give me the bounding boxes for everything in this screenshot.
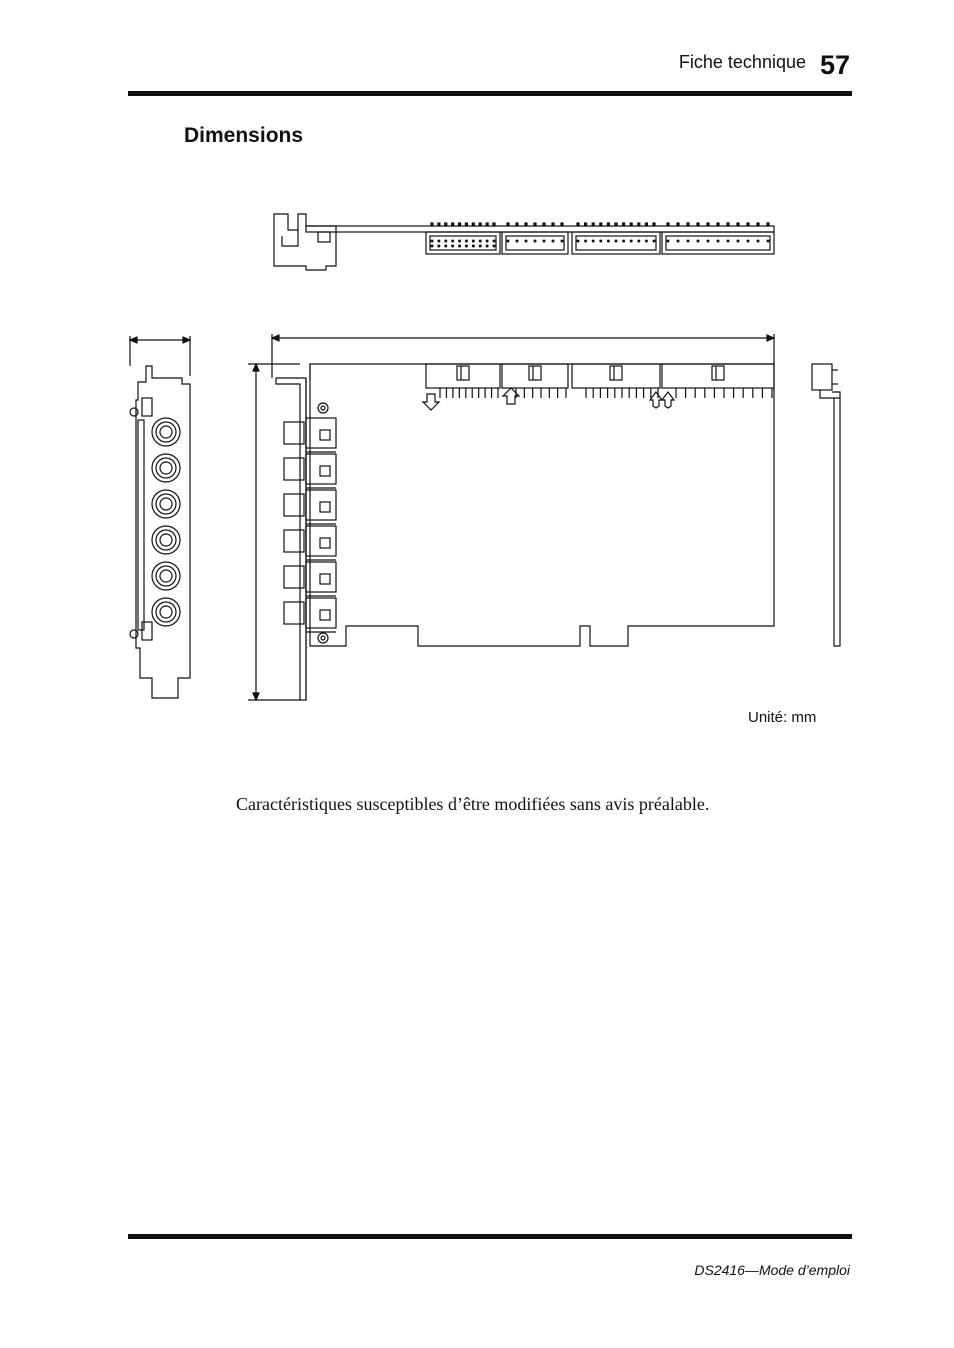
connector-pin-dot bbox=[525, 240, 527, 242]
connector-pin-dot bbox=[472, 240, 474, 242]
top-connector-pin bbox=[607, 223, 609, 226]
top-connector-pin bbox=[472, 223, 474, 226]
top-connector-pin bbox=[707, 223, 709, 226]
card-edge-side-view bbox=[812, 364, 840, 646]
connector-pin-dot bbox=[479, 245, 481, 247]
rca-jack-ring bbox=[156, 494, 176, 514]
top-connector bbox=[502, 232, 568, 254]
front-connector bbox=[426, 364, 500, 388]
connector-pin-dot bbox=[543, 240, 545, 242]
connector-pin-dot bbox=[623, 240, 625, 242]
top-connector-pin bbox=[525, 223, 527, 226]
connector-pin-dot bbox=[577, 240, 579, 242]
connector-pin-dot bbox=[493, 245, 495, 247]
front-jack-pin bbox=[320, 466, 330, 476]
top-connector-pin bbox=[486, 223, 488, 226]
rca-jacks bbox=[152, 418, 180, 626]
top-connector-pin bbox=[552, 223, 554, 226]
top-connector-pin bbox=[577, 223, 579, 226]
rca-jack-inner bbox=[160, 498, 172, 510]
front-jack-pin bbox=[320, 538, 330, 548]
connector-pin-dot bbox=[507, 240, 509, 242]
connector-pin-dot bbox=[552, 240, 554, 242]
rca-jack-ring bbox=[156, 566, 176, 586]
connector-pin-dot bbox=[431, 240, 433, 242]
top-connector-pin bbox=[459, 223, 461, 226]
front-connector bbox=[572, 364, 660, 388]
connector-pin-dot bbox=[452, 240, 454, 242]
top-connector-pin bbox=[717, 223, 719, 226]
top-connector-pin bbox=[677, 223, 679, 226]
top-connector-pin bbox=[507, 223, 509, 226]
direction-arrow-bidirectional-2 bbox=[662, 392, 674, 408]
front-connector bbox=[502, 364, 568, 388]
connector-pin-dot bbox=[472, 245, 474, 247]
top-connector-pin bbox=[638, 223, 640, 226]
connector-pin-dot bbox=[486, 240, 488, 242]
front-jack-pin bbox=[320, 502, 330, 512]
connector-pin-dot bbox=[608, 240, 610, 242]
card-front-bracket bbox=[276, 378, 306, 700]
front-jack-pin bbox=[320, 610, 330, 620]
top-connector-pin bbox=[645, 223, 647, 226]
connector-pin-dot bbox=[600, 240, 602, 242]
connector-pin-dot bbox=[737, 240, 739, 242]
unit-label: Unité: mm bbox=[748, 709, 817, 726]
connector-pin-dot bbox=[438, 240, 440, 242]
connector-pin-dot bbox=[534, 240, 536, 242]
top-connector-pin bbox=[445, 223, 447, 226]
rca-jack-ring bbox=[156, 422, 176, 442]
top-connector-pin bbox=[534, 223, 536, 226]
connector-pin-dot bbox=[438, 245, 440, 247]
connector-pin-dot bbox=[585, 240, 587, 242]
rca-jack-ring bbox=[156, 602, 176, 622]
front-jack-body bbox=[284, 458, 304, 480]
front-jack-body bbox=[284, 602, 304, 624]
connector-pin-dot bbox=[459, 245, 461, 247]
connector-pin-dot bbox=[697, 240, 699, 242]
top-view-connectors bbox=[426, 223, 774, 254]
front-jack-body bbox=[284, 566, 304, 588]
top-connector-pin bbox=[561, 223, 563, 226]
connector-pin-dot bbox=[767, 240, 769, 242]
header-section-title: Fiche technique bbox=[678, 52, 806, 72]
top-connector-pin bbox=[585, 223, 587, 226]
front-connector bbox=[662, 364, 774, 388]
specification-disclaimer: Caractéristiques susceptibles d’être modifiées sans avis préalable. bbox=[236, 794, 710, 814]
top-connector-pin bbox=[630, 223, 632, 226]
front-jack-body bbox=[284, 530, 304, 552]
bracket-side-view bbox=[130, 336, 190, 698]
front-connector-latch bbox=[457, 366, 469, 380]
top-connector-pin bbox=[493, 223, 495, 226]
top-connector-pin bbox=[479, 223, 481, 226]
footer-manual-title: DS2416—Mode d’emploi bbox=[694, 1262, 850, 1278]
rca-jack-inner bbox=[160, 570, 172, 582]
connector-pin-dot bbox=[677, 240, 679, 242]
rca-jack-inner bbox=[160, 534, 172, 546]
direction-arrow-bidirectional-1 bbox=[650, 392, 662, 408]
connector-pin-dot bbox=[747, 240, 749, 242]
rca-jack-inner bbox=[160, 462, 172, 474]
connector-pin-dot bbox=[592, 240, 594, 242]
top-connector-pin bbox=[667, 223, 669, 226]
card-pcb-outline bbox=[310, 364, 774, 646]
section-heading: Dimensions bbox=[184, 124, 304, 147]
top-connector bbox=[662, 232, 774, 254]
top-connector-pin bbox=[757, 223, 759, 226]
top-connector-pin bbox=[697, 223, 699, 226]
connector-pin-dot bbox=[561, 240, 563, 242]
front-connector-latch bbox=[712, 366, 724, 380]
top-connector-pin bbox=[431, 223, 433, 226]
connector-pin-dot bbox=[452, 245, 454, 247]
front-jack-body bbox=[284, 422, 304, 444]
top-connector-pin bbox=[465, 223, 467, 226]
front-connectors bbox=[426, 364, 774, 398]
top-connector-pin bbox=[516, 223, 518, 226]
top-connector-pin bbox=[727, 223, 729, 226]
top-connector-pin bbox=[653, 223, 655, 226]
rca-jack-ring bbox=[156, 458, 176, 478]
connector-pin-dot bbox=[757, 240, 759, 242]
top-view-pcb bbox=[306, 226, 774, 232]
top-connector-pin bbox=[438, 223, 440, 226]
connector-pin-dot bbox=[493, 240, 495, 242]
top-view bbox=[274, 214, 774, 270]
top-connector-pin bbox=[747, 223, 749, 226]
rca-jack-ring bbox=[156, 530, 176, 550]
connector-pin-dot bbox=[466, 245, 468, 247]
top-connector bbox=[426, 232, 500, 254]
front-jack-body bbox=[284, 494, 304, 516]
connector-pin-dot bbox=[646, 240, 648, 242]
top-connector-pin bbox=[452, 223, 454, 226]
top-connector-pin bbox=[737, 223, 739, 226]
top-connector-pin bbox=[687, 223, 689, 226]
connector-pin-dot bbox=[516, 240, 518, 242]
connector-pin-dot bbox=[707, 240, 709, 242]
connector-pin-dot bbox=[615, 240, 617, 242]
top-connector-pin bbox=[623, 223, 625, 226]
connector-pin-dot bbox=[653, 240, 655, 242]
connector-pin-dot bbox=[445, 245, 447, 247]
footer-rule bbox=[128, 1234, 852, 1239]
connector-pin-dot bbox=[630, 240, 632, 242]
top-connector-inner bbox=[666, 236, 770, 250]
front-connector-latch bbox=[529, 366, 541, 380]
front-jack-pin bbox=[320, 430, 330, 440]
top-connector-inner bbox=[430, 236, 496, 250]
top-connector-inner bbox=[506, 236, 564, 250]
connector-pin-dot bbox=[717, 240, 719, 242]
top-connector-pin bbox=[600, 223, 602, 226]
direction-arrow-down bbox=[423, 394, 439, 410]
front-connector-latch bbox=[610, 366, 622, 380]
connector-pin-dot bbox=[431, 245, 433, 247]
connector-pin-dot bbox=[459, 240, 461, 242]
connector-pin-dot bbox=[445, 240, 447, 242]
connector-pin-dot bbox=[687, 240, 689, 242]
top-connector-pin bbox=[592, 223, 594, 226]
page-number: 57 bbox=[819, 50, 850, 80]
card-front-view bbox=[248, 334, 774, 700]
rca-jack-inner bbox=[160, 426, 172, 438]
top-connector-pin bbox=[615, 223, 617, 226]
top-connector-inner bbox=[576, 236, 656, 250]
rca-jack-inner bbox=[160, 606, 172, 618]
connector-pin-dot bbox=[479, 240, 481, 242]
connector-pin-dot bbox=[486, 245, 488, 247]
top-connector-pin bbox=[767, 223, 769, 226]
connector-pin-dot bbox=[727, 240, 729, 242]
front-jack-pin bbox=[320, 574, 330, 584]
top-connector bbox=[572, 232, 660, 254]
connector-pin-dot bbox=[466, 240, 468, 242]
top-connector-pin bbox=[543, 223, 545, 226]
connector-pin-dot bbox=[638, 240, 640, 242]
connector-pin-dot bbox=[667, 240, 669, 242]
